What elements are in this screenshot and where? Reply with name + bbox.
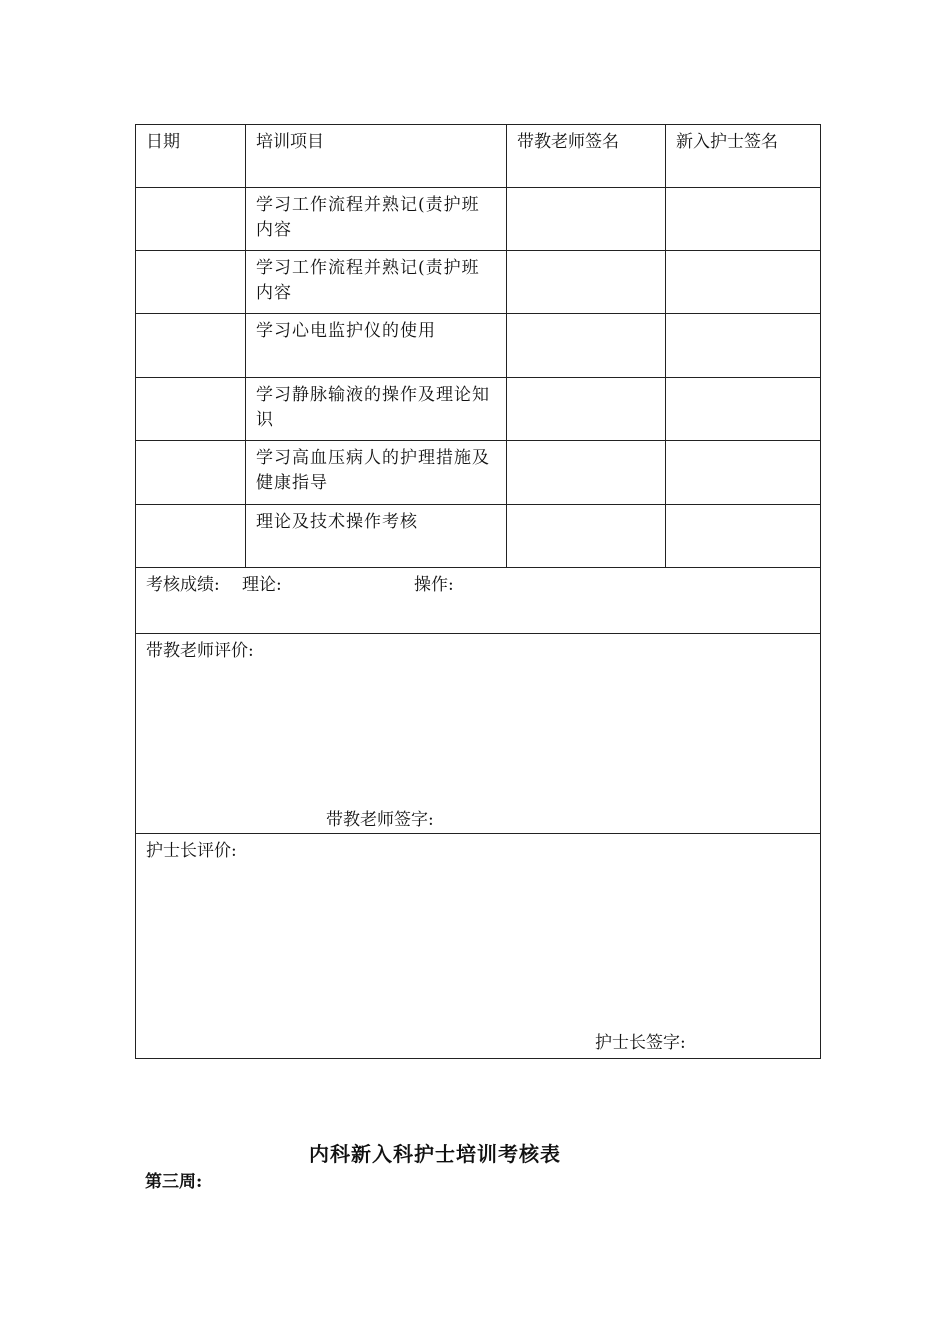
header-teacher-signature: 带教老师签名 <box>507 125 666 188</box>
teacher-signature-cell[interactable] <box>507 505 666 568</box>
head-nurse-evaluation-cell[interactable] <box>136 834 821 1059</box>
training-item-cell: 学习心电监护仪的使用 <box>246 314 507 378</box>
score-row <box>136 568 821 634</box>
week-label: 第三周: <box>145 1172 203 1192</box>
training-item-cell: 学习高血压病人的护理措施及健康指导 <box>246 441 507 505</box>
form-title: 内科新入科护士培训考核表 <box>309 1142 561 1166</box>
header-date: 日期 <box>136 125 246 188</box>
teacher-evaluation-cell[interactable] <box>136 634 821 834</box>
table-row <box>136 505 821 568</box>
table-row <box>136 188 821 251</box>
score-cell[interactable] <box>136 568 821 634</box>
operation-score-label: 操作: <box>414 575 454 595</box>
training-item-cell: 学习工作流程并熟记(责护班内容 <box>246 188 507 251</box>
header-nurse-signature: 新入护士签名 <box>666 125 821 188</box>
teacher-evaluation-label: 带教老师评价: <box>146 641 254 661</box>
table-row <box>136 251 821 314</box>
head-nurse-evaluation-row <box>136 834 821 1059</box>
teacher-signature-cell[interactable] <box>507 188 666 251</box>
theory-score-label: 理论: <box>242 575 282 595</box>
head-nurse-evaluation-label: 护士长评价: <box>146 841 237 861</box>
training-item-cell: 理论及技术操作考核 <box>246 505 507 568</box>
score-label: 考核成绩: <box>146 575 220 595</box>
date-cell[interactable] <box>136 314 246 378</box>
table-row <box>136 378 821 441</box>
nurse-signature-cell[interactable] <box>666 251 821 314</box>
nurse-signature-cell[interactable] <box>666 314 821 378</box>
head-nurse-signature-label: 护士长签字: <box>595 1033 686 1053</box>
date-cell[interactable] <box>136 188 246 251</box>
teacher-signature-label: 带教老师签字: <box>326 810 434 830</box>
teacher-signature-cell[interactable] <box>507 314 666 378</box>
date-cell[interactable] <box>136 251 246 314</box>
table-row <box>136 314 821 378</box>
table-header-row <box>136 125 821 188</box>
date-cell[interactable] <box>136 441 246 505</box>
training-item-cell: 学习静脉输液的操作及理论知识 <box>246 378 507 441</box>
teacher-signature-cell[interactable] <box>507 378 666 441</box>
nurse-signature-cell[interactable] <box>666 188 821 251</box>
teacher-evaluation-row <box>136 634 821 834</box>
training-record-table <box>135 124 821 1059</box>
teacher-signature-cell[interactable] <box>507 251 666 314</box>
table-row <box>136 441 821 505</box>
nurse-signature-cell[interactable] <box>666 378 821 441</box>
nurse-signature-cell[interactable] <box>666 505 821 568</box>
teacher-signature-cell[interactable] <box>507 441 666 505</box>
nurse-signature-cell[interactable] <box>666 441 821 505</box>
header-training-item: 培训项目 <box>246 125 507 188</box>
date-cell[interactable] <box>136 378 246 441</box>
training-item-cell: 学习工作流程并熟记(责护班内容 <box>246 251 507 314</box>
date-cell[interactable] <box>136 505 246 568</box>
